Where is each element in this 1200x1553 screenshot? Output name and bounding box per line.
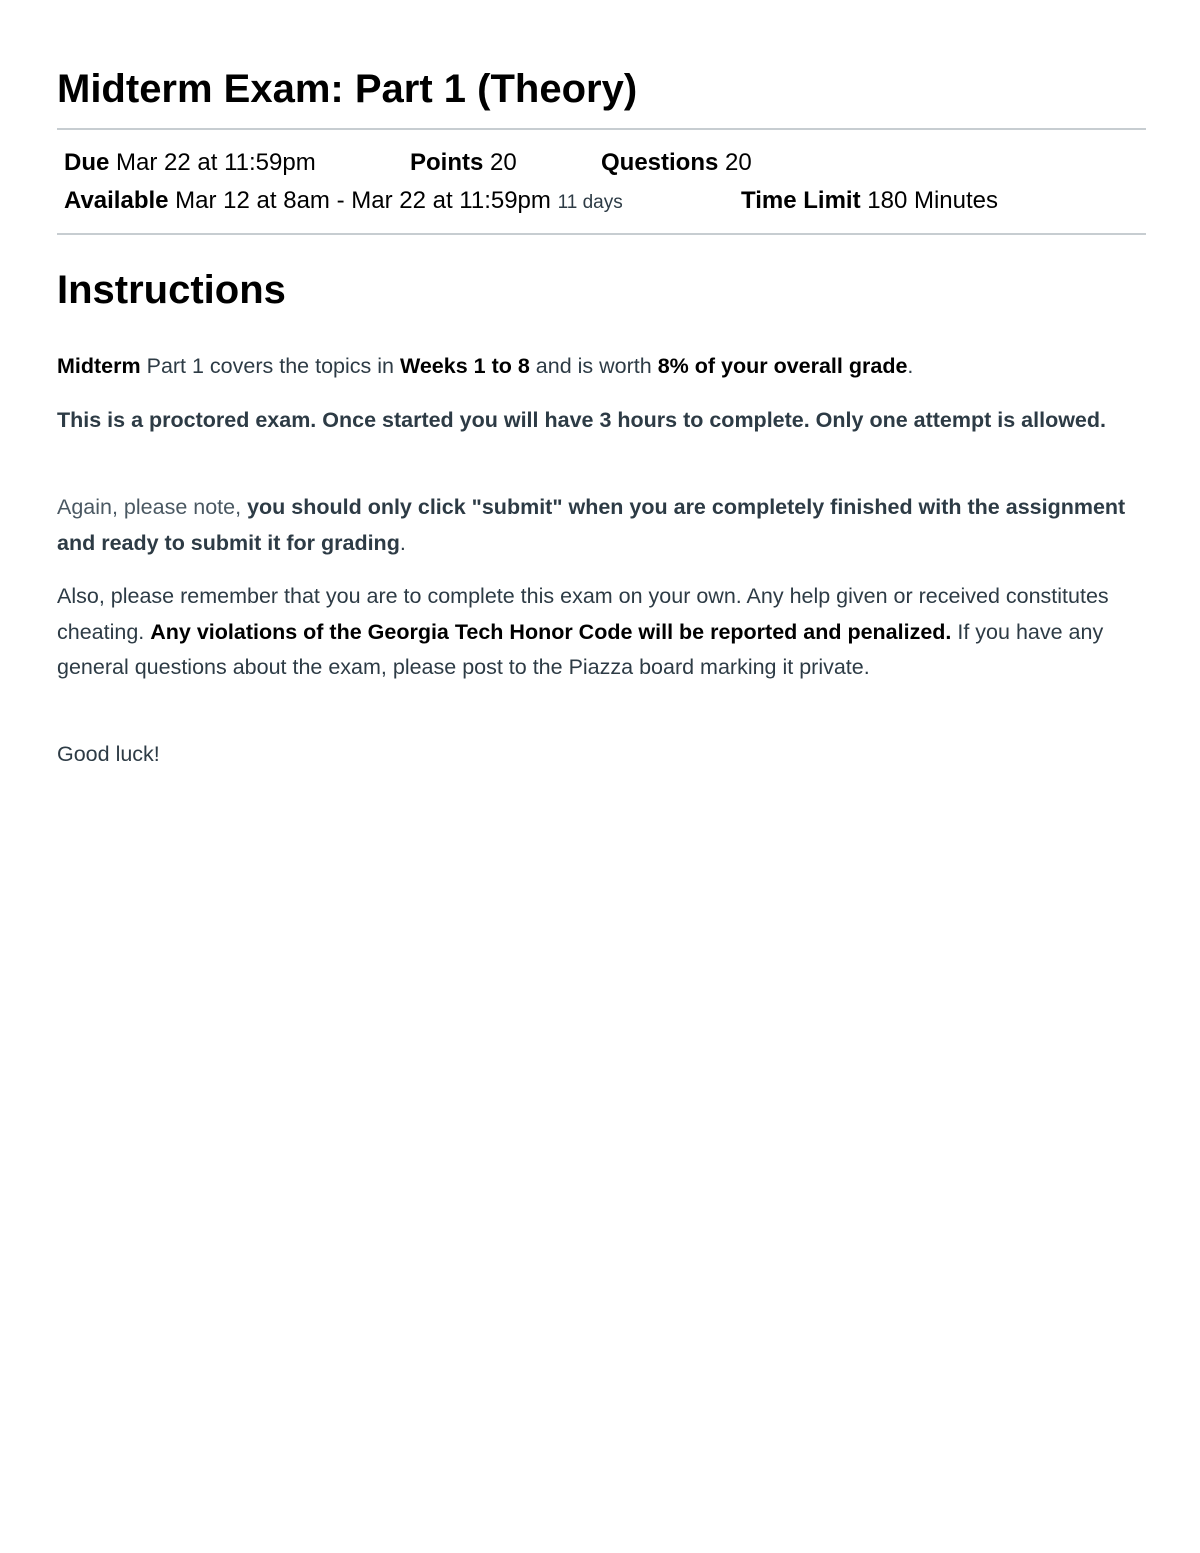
- questions-value: 20: [725, 149, 752, 176]
- page-title: Midterm Exam: Part 1 (Theory): [57, 67, 638, 111]
- instructions-paragraph-4: [57, 579, 1146, 686]
- instructions-paragraph-5: Good luck!: [57, 742, 160, 766]
- p3-text-2: .: [399, 530, 406, 555]
- questions-label: Questions: [601, 149, 719, 176]
- due-label: Due: [64, 149, 110, 176]
- p4-text-1: Also, please remember that you are to complete this exam on your own. Any help given or received constitutes cheating.: [57, 584, 1109, 644]
- p4-honor-code: Any violations of the Georgia Tech Honor Code will be reported and penalized.: [150, 619, 952, 644]
- available-detail: [64, 186, 623, 218]
- p1-midterm: Midterm: [57, 354, 141, 378]
- time-limit-value: 180 Minutes: [867, 187, 998, 214]
- available-duration: 11 days: [557, 192, 623, 213]
- time-limit-label: Time Limit: [741, 187, 861, 214]
- divider-top: [57, 128, 1146, 130]
- p3-text-1: Again, please note,: [57, 495, 248, 519]
- p1-grade: 8% of your overall grade: [657, 354, 908, 378]
- time-limit-detail: [741, 186, 998, 216]
- due-value: Mar 22 at 11:59pm: [116, 149, 316, 176]
- p1-text-3: .: [907, 354, 914, 378]
- p1-text-1: Part 1 covers the topics in: [140, 354, 400, 378]
- p4-text-2: If you have any general questions about the exam, please post to the Piazza board marking it private.: [57, 619, 1104, 679]
- instructions-paragraph-1: [57, 349, 1146, 385]
- p1-text-2: and is worth: [529, 354, 658, 378]
- due-detail: [64, 148, 316, 178]
- divider-bottom: [57, 233, 1146, 235]
- available-value: Mar 12 at 8am - Mar 22 at 11:59pm: [175, 187, 551, 214]
- p3-submit-note: you should only click "submit" when you are completely finished with the assignment and ready to submit it for grading: [57, 495, 1126, 555]
- instructions-heading: Instructions: [57, 268, 286, 312]
- instructions-paragraph-3: [57, 490, 1146, 561]
- points-label: Points: [410, 149, 484, 176]
- p1-weeks: Weeks 1 to 8: [399, 354, 530, 378]
- questions-detail: [601, 148, 752, 178]
- points-detail: [410, 148, 517, 178]
- points-value: 20: [490, 149, 517, 176]
- available-label: Available: [64, 187, 169, 214]
- instructions-paragraph-2: This is a proctored exam. Once started you will have 3 hours to complete. Only one attempt is allowed.: [57, 408, 1106, 432]
